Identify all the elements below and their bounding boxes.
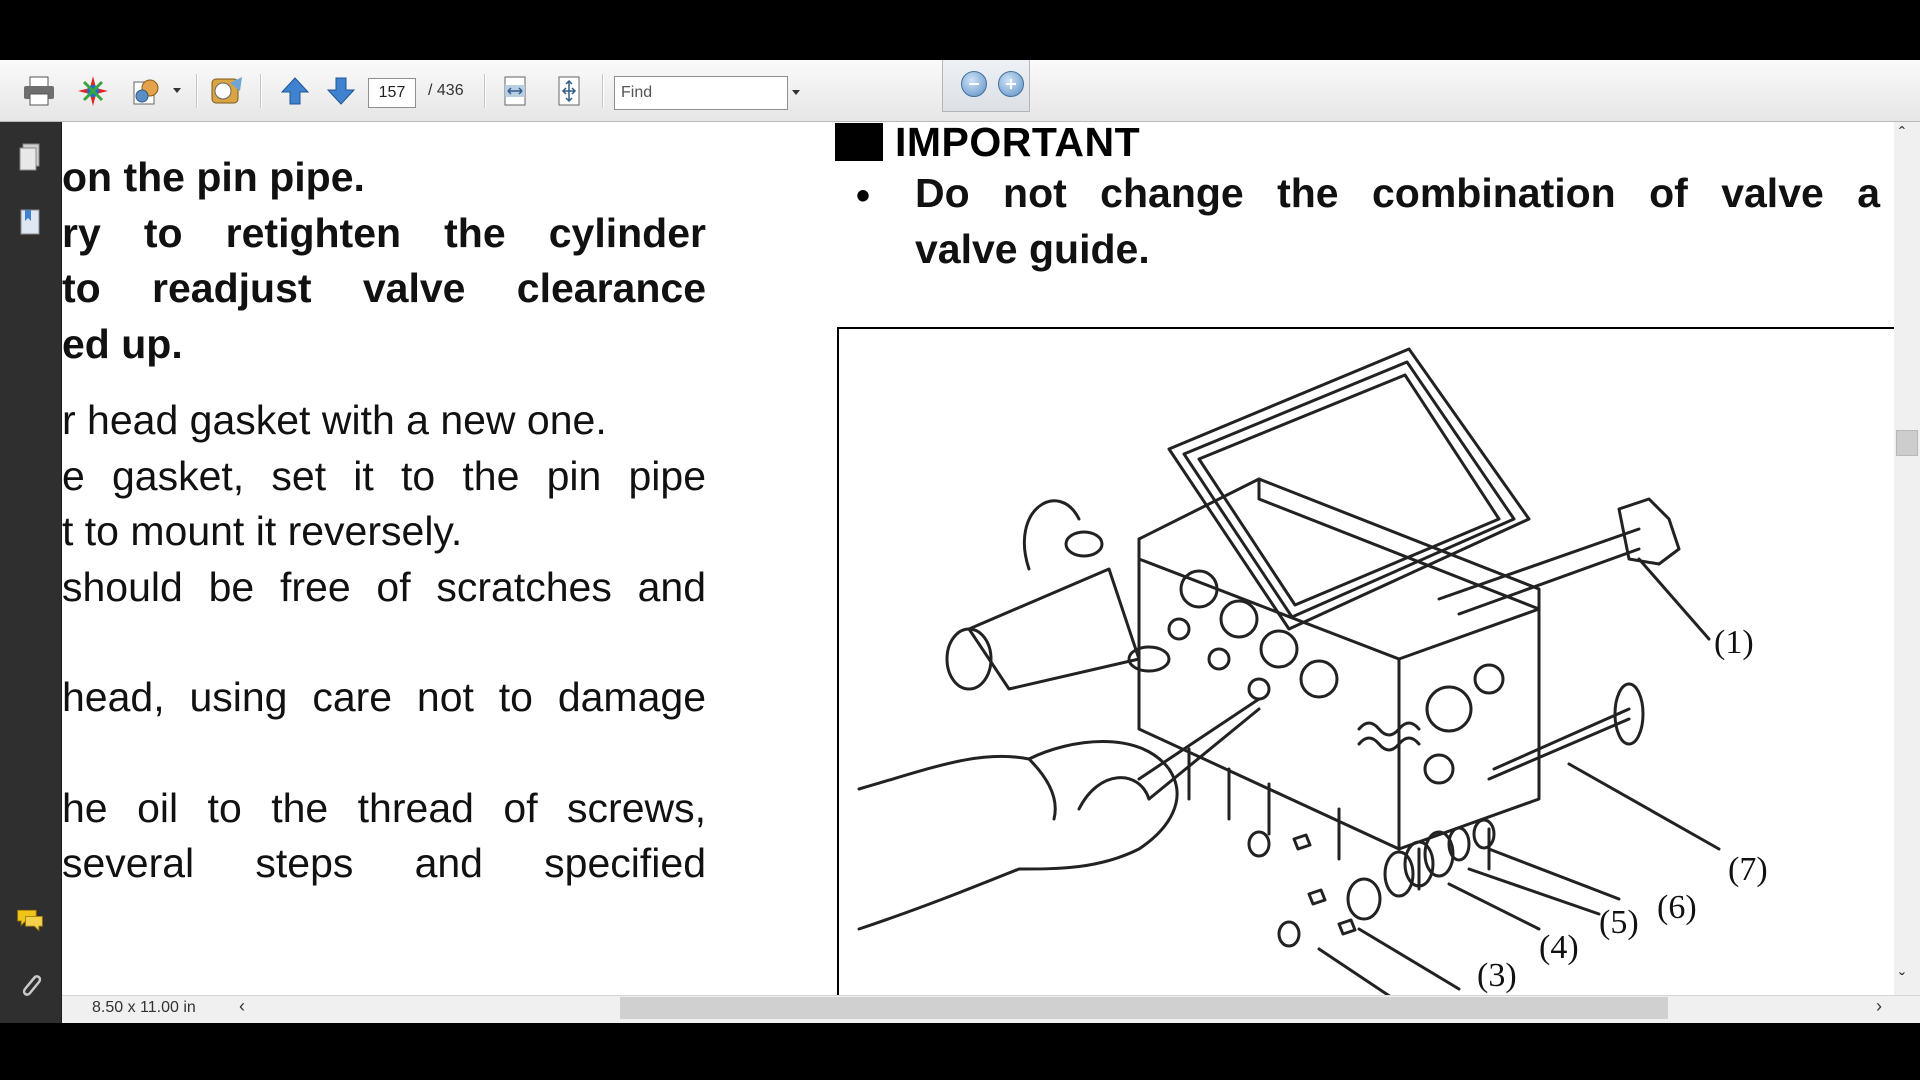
callout-label: (4) [1539,929,1579,966]
toolbar-divider [260,74,262,108]
vertical-scrollbar[interactable] [1894,122,1920,995]
text-line: on the pin pipe. [62,154,365,200]
chevron-down-icon[interactable] [173,88,181,93]
page-number-input[interactable]: 157 [368,78,416,108]
page-total: / 436 [428,82,464,99]
toolbar-divider [602,74,604,108]
text-line: t to mount it reversely. [62,508,463,554]
text-line: ry to retighten the cylinder [62,209,706,256]
important-heading [835,122,1141,165]
navigation-pane [0,122,62,1023]
text-line: he oil to the thread of screws, [62,784,706,831]
toolbar-divider [196,74,198,108]
tools-icon[interactable] [126,70,168,112]
important-note-line: valve guide. [915,226,1150,272]
callout-label: (5) [1599,904,1639,941]
scroll-down-icon[interactable]: ˇ [1899,970,1905,990]
text-line: head, using care not to damage [62,674,706,720]
text-line: should be free of scratches and [62,563,706,610]
sparkle-icon[interactable] [72,70,114,112]
callout-label: (3) [1477,957,1517,994]
important-marker [835,123,883,161]
text-line: e gasket, set it to the pin pipe [62,452,706,499]
scroll-left-icon[interactable]: ‹ [239,996,245,1016]
fit-page-icon[interactable] [548,70,590,112]
bottom-black-band [0,1023,1920,1080]
bookmarks-icon[interactable] [15,207,45,237]
vertical-scroll-thumb[interactable] [1896,430,1918,456]
zoom-out-icon[interactable] [961,71,987,97]
callout-label: (6) [1657,889,1697,926]
callout-label: (1) [1714,624,1754,661]
pages-icon[interactable] [15,142,45,172]
next-page-icon[interactable] [320,70,362,112]
top-black-band [0,0,1920,60]
scroll-right-icon[interactable]: › [1876,996,1882,1016]
cylinder-head-illustration [839,329,1894,995]
text-line: ed up. [62,320,183,367]
comments-icon[interactable] [15,905,45,935]
prev-page-icon[interactable] [274,70,316,112]
important-note-line: Do not change the combination of valve a [915,170,1880,216]
page-size-label: 8.50 x 11.00 in [92,999,196,1016]
text-line: several steps and specified [62,840,706,886]
print-icon[interactable] [18,70,60,112]
zoom-in-icon[interactable] [998,71,1024,97]
important-title: IMPORTANT [895,122,1141,165]
callout-label: (7) [1728,851,1768,888]
review-icon[interactable] [206,70,248,112]
text-line: r head gasket with a new one. [62,397,607,443]
find-options-chevron-icon[interactable] [792,90,800,95]
toolbar-divider [484,74,486,108]
fit-width-icon[interactable] [494,70,536,112]
text-line: to readjust valve clearance [62,265,706,311]
horizontal-scroll-thumb[interactable] [620,997,1668,1019]
left-text-column [62,150,706,892]
document-view [62,122,1894,995]
figure [837,327,1894,995]
find-input[interactable]: Find [614,76,788,110]
bullet: • [856,174,871,218]
scroll-up-icon[interactable]: ˆ [1899,124,1905,144]
attachments-icon[interactable] [15,970,45,1000]
